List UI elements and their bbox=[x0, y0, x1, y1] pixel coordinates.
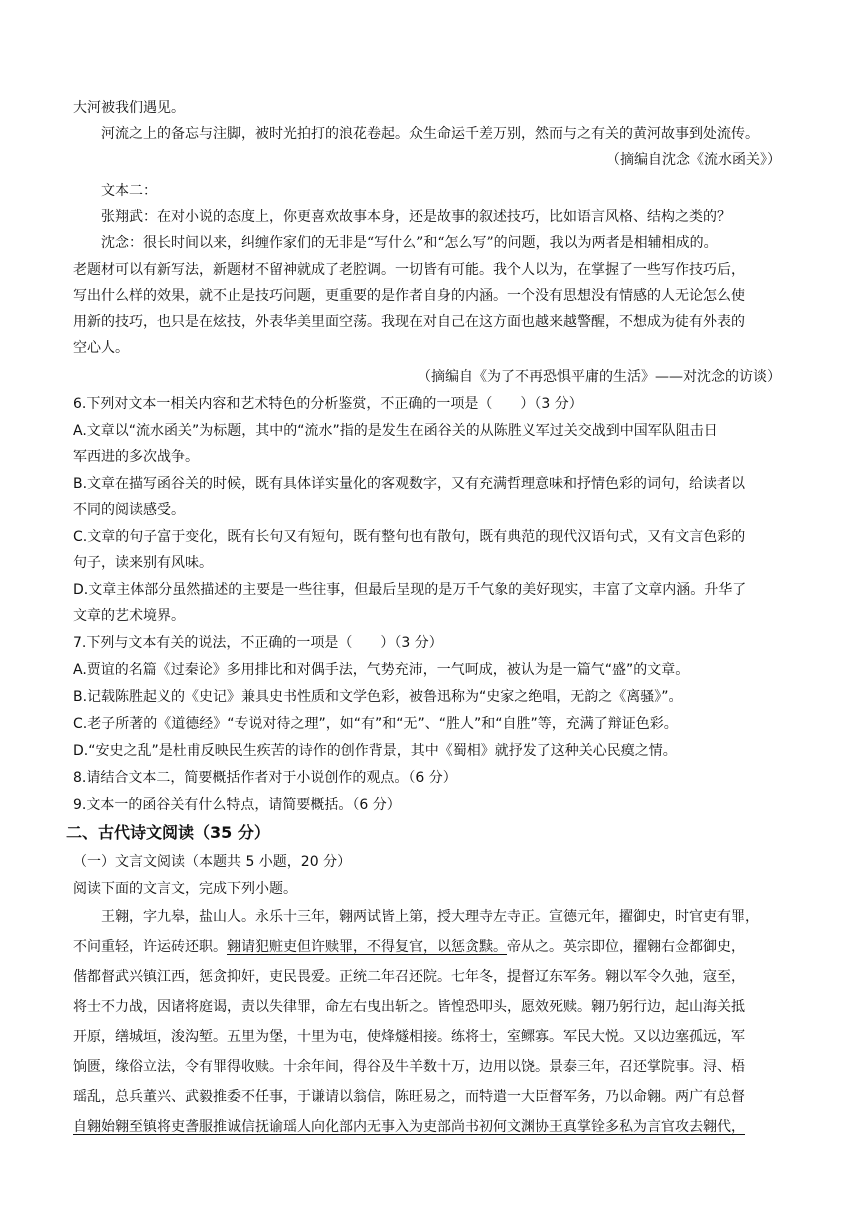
classical-text-line: 饷匮，缘俗立法，令有罪得收赎。十余年间，得谷及牛羊数十万，边用以饶。景泰三年，召还掌院事。浔、梧 bbox=[73, 1059, 745, 1075]
text1-closing-line: 大河被我们遇见。 bbox=[73, 100, 185, 116]
text2-source: （摘编自《为了不再恐惧平庸的生活》——对沈念的访谈） bbox=[417, 369, 781, 385]
classical-text-line: 瑶乱，总兵董兴、武毅推委不任事，于谦请以翁信，陈旺易之，而特遣一大臣督军务，乃以命翱。两广有总督 bbox=[73, 1089, 745, 1105]
question-8: 8.请结合文本二，简要概括作者对于小说创作的观点。（6 分） bbox=[73, 770, 457, 786]
question-7-option-a: A.贾谊的名篇《过秦论》多用排比和对偶手法，气势充沛，一气呵成，被认为是一篇气“盛”的文章。 bbox=[73, 662, 690, 678]
underlined-unpunctuated-passage: 自翱始翱至镇将吏詟服推诚信抚谕瑶人向化部内无事入为吏部尚书初何文渊协王真掌铨多私为言官攻去翱代， bbox=[73, 1119, 745, 1135]
question-7-stem: 7.下列与文本有关的说法，不正确的一项是（ ）（3 分） bbox=[73, 635, 443, 651]
text2-answer-line: 沈念：很长时间以来，纠缠作家们的无非是“写什么”和“怎么写”的问题，我以为两者是相辅相成的。 bbox=[101, 235, 718, 251]
question-7-option-b: B.记载陈胜起义的《史记》兼具史书性质和文学色彩，被鲁迅称为“史家之绝唱，无韵之《离骚》”。 bbox=[73, 689, 683, 705]
classical-text-line: 偕都督武兴镇江西，惩贪抑奸，吏民畏爱。正统二年召还院。七年冬，提督辽东军务。翱以军令久弛，寇至， bbox=[73, 969, 745, 985]
text1-source: （摘编自沈念《流水函关》） bbox=[606, 152, 781, 168]
question-7-option-d: D.“安史之乱”是杜甫反映民生疾苦的诗作的创作背景，其中《蜀相》就抒发了这种关心民瘼之情。 bbox=[73, 743, 677, 759]
classical-text-line: 开原，缮城垣，浚沟堑。五里为堡，十里为屯，使烽燧相接。练将士，室鳏寡。军民大悦。又以边塞孤远，军 bbox=[73, 1029, 745, 1045]
question-6-stem: 6.下列对文本一相关内容和艺术特色的分析鉴赏，不正确的一项是（ ）（3 分） bbox=[73, 396, 583, 412]
text2-title: 文本二： bbox=[101, 183, 157, 199]
question-6-option-b-cont: 不同的阅读感受。 bbox=[73, 502, 185, 518]
question-6-option-a: A.文章以“流水函关”为标题，其中的“流水”指的是发生在函谷关的从陈胜义军过关交战到中国军队阻击日 bbox=[73, 423, 718, 439]
text2-answer-line: 空心人。 bbox=[73, 340, 129, 356]
question-6-option-a-cont: 军西进的多次战争。 bbox=[73, 449, 199, 465]
question-6-option-c: C.文章的句子富于变化，既有长句又有短句，既有整句也有散句，既有典范的现代汉语句式，又有文言色彩的 bbox=[73, 529, 746, 545]
text1-paragraph: 河流之上的备忘与注脚，被时光拍打的浪花卷起。众生命运千差万别，然而与之有关的黄河故事到处流传。 bbox=[101, 126, 759, 142]
underlined-sentence: 翱请犯赃吏但许赎罪，不得复官，以惩贪黩。 bbox=[227, 939, 507, 955]
section-heading: 二、古代诗文阅读（35 分） bbox=[66, 823, 270, 842]
question-9: 9.文本一的函谷关有什么特点，请简要概括。（6 分） bbox=[73, 797, 401, 813]
text2-answer-line: 老题材可以有新写法，新题材不留神就成了老腔调。一切皆有可能。我个人以为，在掌握了一些写作技巧后， bbox=[73, 262, 745, 278]
text2-question: 张翔武：在对小说的态度上，你更喜欢故事本身，还是故事的叙述技巧，比如语言风格、结构之类的？ bbox=[101, 209, 731, 225]
reading-instruction: 阅读下面的文言文，完成下列小题。 bbox=[73, 881, 297, 897]
question-6-option-b: B.文章在描写函谷关的时候，既有具体详实量化的客观数字，又有充满哲理意味和抒情色彩的词句，给读者以 bbox=[73, 476, 746, 492]
subsection-heading: （一）文言文阅读（本题共 5 小题，20 分） bbox=[73, 854, 352, 870]
question-7-option-c: C.老子所著的《道德经》“专说对待之理”，如“有”和“无”、“胜人”和“自胜”等，充满了辩证色彩。 bbox=[73, 716, 678, 732]
classical-text-line: 不问重轻，许运砖还职。翱请犯赃吏但许赎罪，不得复官，以惩贪黩。帝从之。英宗即位，擢翱右佥都御史， bbox=[73, 939, 745, 955]
question-6-option-c-cont: 句子，读来别有风味。 bbox=[73, 555, 213, 571]
classical-text-line: 将士不力战，因诸将庭谒，责以失律罪，命左右曳出斩之。皆惶恐叩头，愿效死赎。翱乃躬行边，起山海关抵 bbox=[73, 999, 745, 1015]
text2-answer-line: 用新的技巧，也只是在炫技，外表华美里面空荡。我现在对自己在这方面也越来越警醒，不想成为徒有外表的 bbox=[73, 314, 745, 330]
text2-answer-line: 写出什么样的效果，就不止是技巧问题，更重要的是作者自身的内涵。一个没有思想没有情感的人无论怎么使 bbox=[73, 288, 745, 304]
question-6-option-d: D.文章主体部分虽然描述的主要是一些往事，但最后呈现的是万千气象的美好现实，丰富了文章内涵。升华了 bbox=[73, 582, 747, 598]
classical-text-line: 王翱，字九皋，盐山人。永乐十三年，翱两试皆上第，授大理寺左寺正。宣德元年，擢御史，时官吏有罪， bbox=[101, 909, 759, 925]
question-6-option-d-cont: 文章的艺术境界。 bbox=[73, 608, 185, 624]
